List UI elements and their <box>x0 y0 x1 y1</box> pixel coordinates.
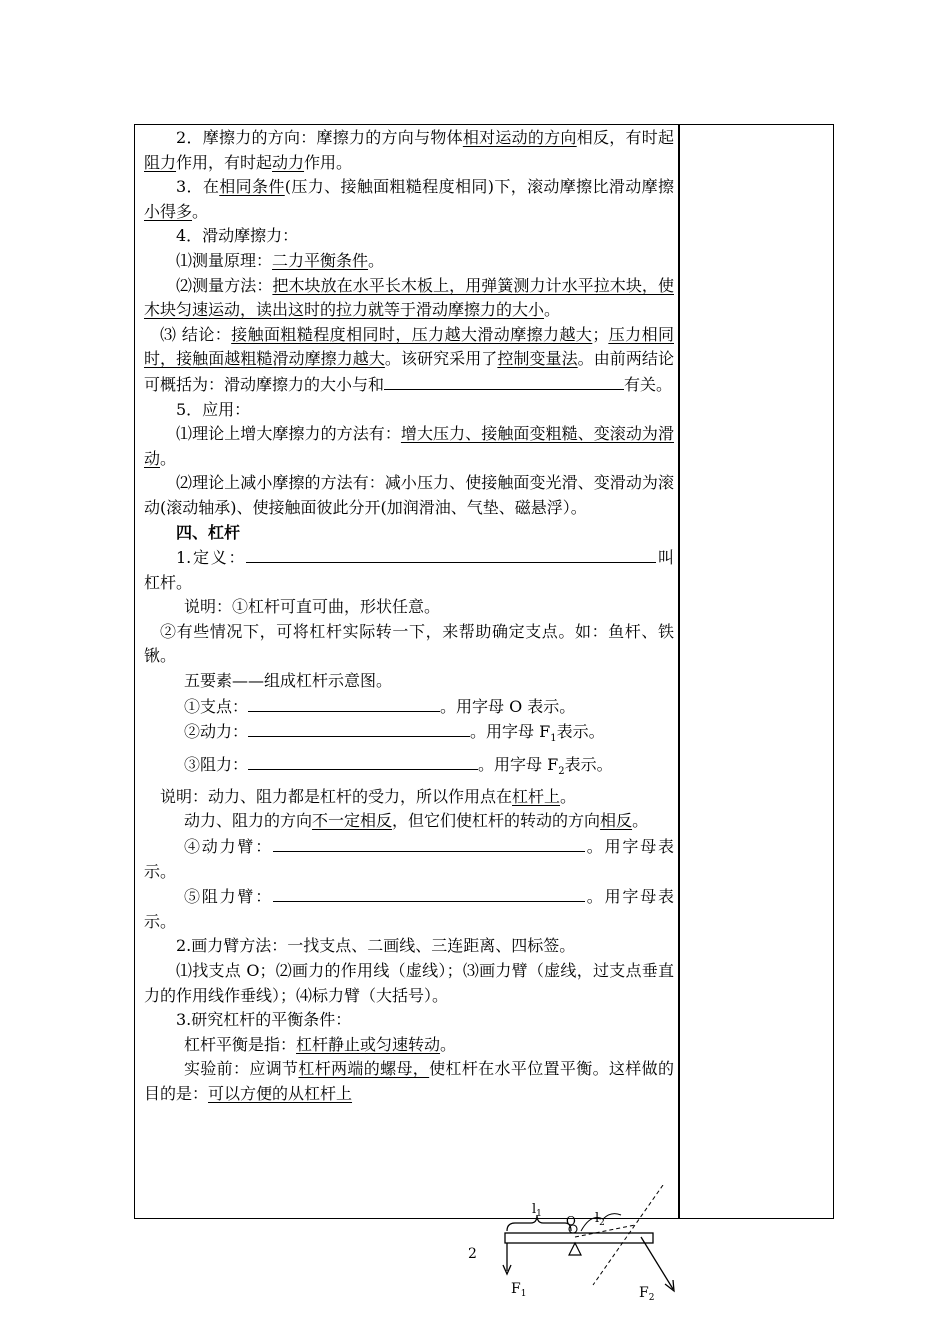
element-load: ③阻力： 。用字母 $F_2$表示。 <box>144 752 674 785</box>
main-text-cell <box>144 126 674 1107</box>
fulcrum-label: O <box>566 1214 576 1228</box>
definition-blank[interactable] <box>246 545 656 563</box>
f2-arrowhead <box>665 1280 674 1291</box>
balance-heading: 3.研究杠杆的平衡条件： <box>176 1010 352 1030</box>
friction-direction: 2．摩擦力的方向：摩擦力的方向与物体相对运动的方向相反，有时起阻力作用，有时起动力作用。 <box>144 128 674 172</box>
measure-method: ⑵测量方法：把木块放在水平长木板上，用弹簧测力计水平拉木块，使木块匀速运动，读出这时的拉力就等于滑动摩擦力的大小。 <box>144 275 674 320</box>
note-2: ②有些情况下，可将杠杆实际转一下，来帮助确定支点。如：鱼杆、铁锹。 <box>144 621 674 666</box>
five-elements: 五要素——组成杠杆示意图。 <box>184 671 393 691</box>
f1-label: $F_1$ <box>511 1281 527 1299</box>
decrease-friction: ⑵理论上减小摩擦的方法有：减小压力、使接触面变光滑、变滑动为滚动(滚动轴承)、使接触面彼此分开(加润滑油、气垫、磁悬浮）。 <box>144 473 674 517</box>
sliding-friction-heading: 4．滑动摩擦力： <box>176 226 299 246</box>
increase-friction: ⑴理论上增大摩擦力的方法有：增大压力、接触面变粗糙、变滚动为滑动。 <box>144 424 674 468</box>
balance-definition: 杠杆平衡是指：杠杆静止或匀速转动。 <box>184 1034 457 1054</box>
load-arm-blank[interactable] <box>273 884 585 902</box>
draw-arm-steps: ⑴找支点 O；⑵画力的作用线（虚线）；⑶画力臂（虚线，过支点垂直力的作用线作垂线）；⑷标力臂（大括号）。 <box>144 960 674 1005</box>
note-4: 动力、阻力的方向不一定相反，但它们使杠杆的转动的方向相反。 <box>184 811 649 831</box>
f2-label: $F_2$ <box>639 1285 655 1303</box>
note-3: 说明：动力、阻力都是杠杆的受力，所以作用点在杠杆上。 <box>160 786 577 806</box>
load-blank[interactable] <box>248 752 478 770</box>
table-column-divider <box>678 124 680 1219</box>
element-fulcrum: ①支点： 。用字母 O 表示。 <box>144 694 674 720</box>
lever-bar <box>505 1233 653 1243</box>
application-heading: 5．应用： <box>176 399 251 419</box>
effort-arm-blank[interactable] <box>273 834 585 852</box>
rolling-vs-sliding: 3．在相同条件(压力、接触面粗糙程度相同)下，滚动摩擦比滑动摩擦小得多。 <box>144 177 674 221</box>
element-effort-arm: ④动力臂： 。用字母表示。 <box>144 834 674 884</box>
page-number: 2 <box>468 1246 477 1262</box>
lever-definition: 1.定义： 叫杠杆。 <box>144 545 674 595</box>
conclusion: ⑶ 结论：接触面粗糙程度相同时，压力越大滑动摩擦力越大；压力相同时，接触面越粗糙滑动摩擦力越大。该研究采用了控制变量法。由前两结论可概括为：滑动摩擦力的大小与和 有关。 <box>144 324 674 394</box>
fulcrum-triangle <box>569 1243 581 1255</box>
effort-blank[interactable] <box>248 719 470 737</box>
element-load-arm: ⑤阻力臂： 。用字母表示。 <box>144 884 674 934</box>
lever-diagram <box>495 1185 695 1305</box>
measure-principle: ⑴测量原理：二力平衡条件。 <box>176 250 385 270</box>
l1-label: $l_1$ <box>532 1202 542 1219</box>
before-experiment: 实验前：应调节杠杆两端的螺母，使杠杆在水平位置平衡。这样做的目的是：可以方便的从杠杆上 <box>144 1059 674 1103</box>
fulcrum-blank[interactable] <box>248 694 440 712</box>
element-effort: ②动力： 。用字母 $F_1$表示。 <box>144 719 674 752</box>
l2-label: $l_2$ <box>595 1211 605 1228</box>
f2-arrow <box>641 1237 673 1289</box>
conclusion-blank[interactable] <box>384 372 624 390</box>
note-1: 说明：①杠杆可直可曲，形状任意。 <box>184 597 441 617</box>
draw-arm-method: 2.画力臂方法：一找支点、二画线、三连距离、四标签。 <box>176 936 576 956</box>
lever-heading: 四、杠杆 <box>176 522 241 542</box>
